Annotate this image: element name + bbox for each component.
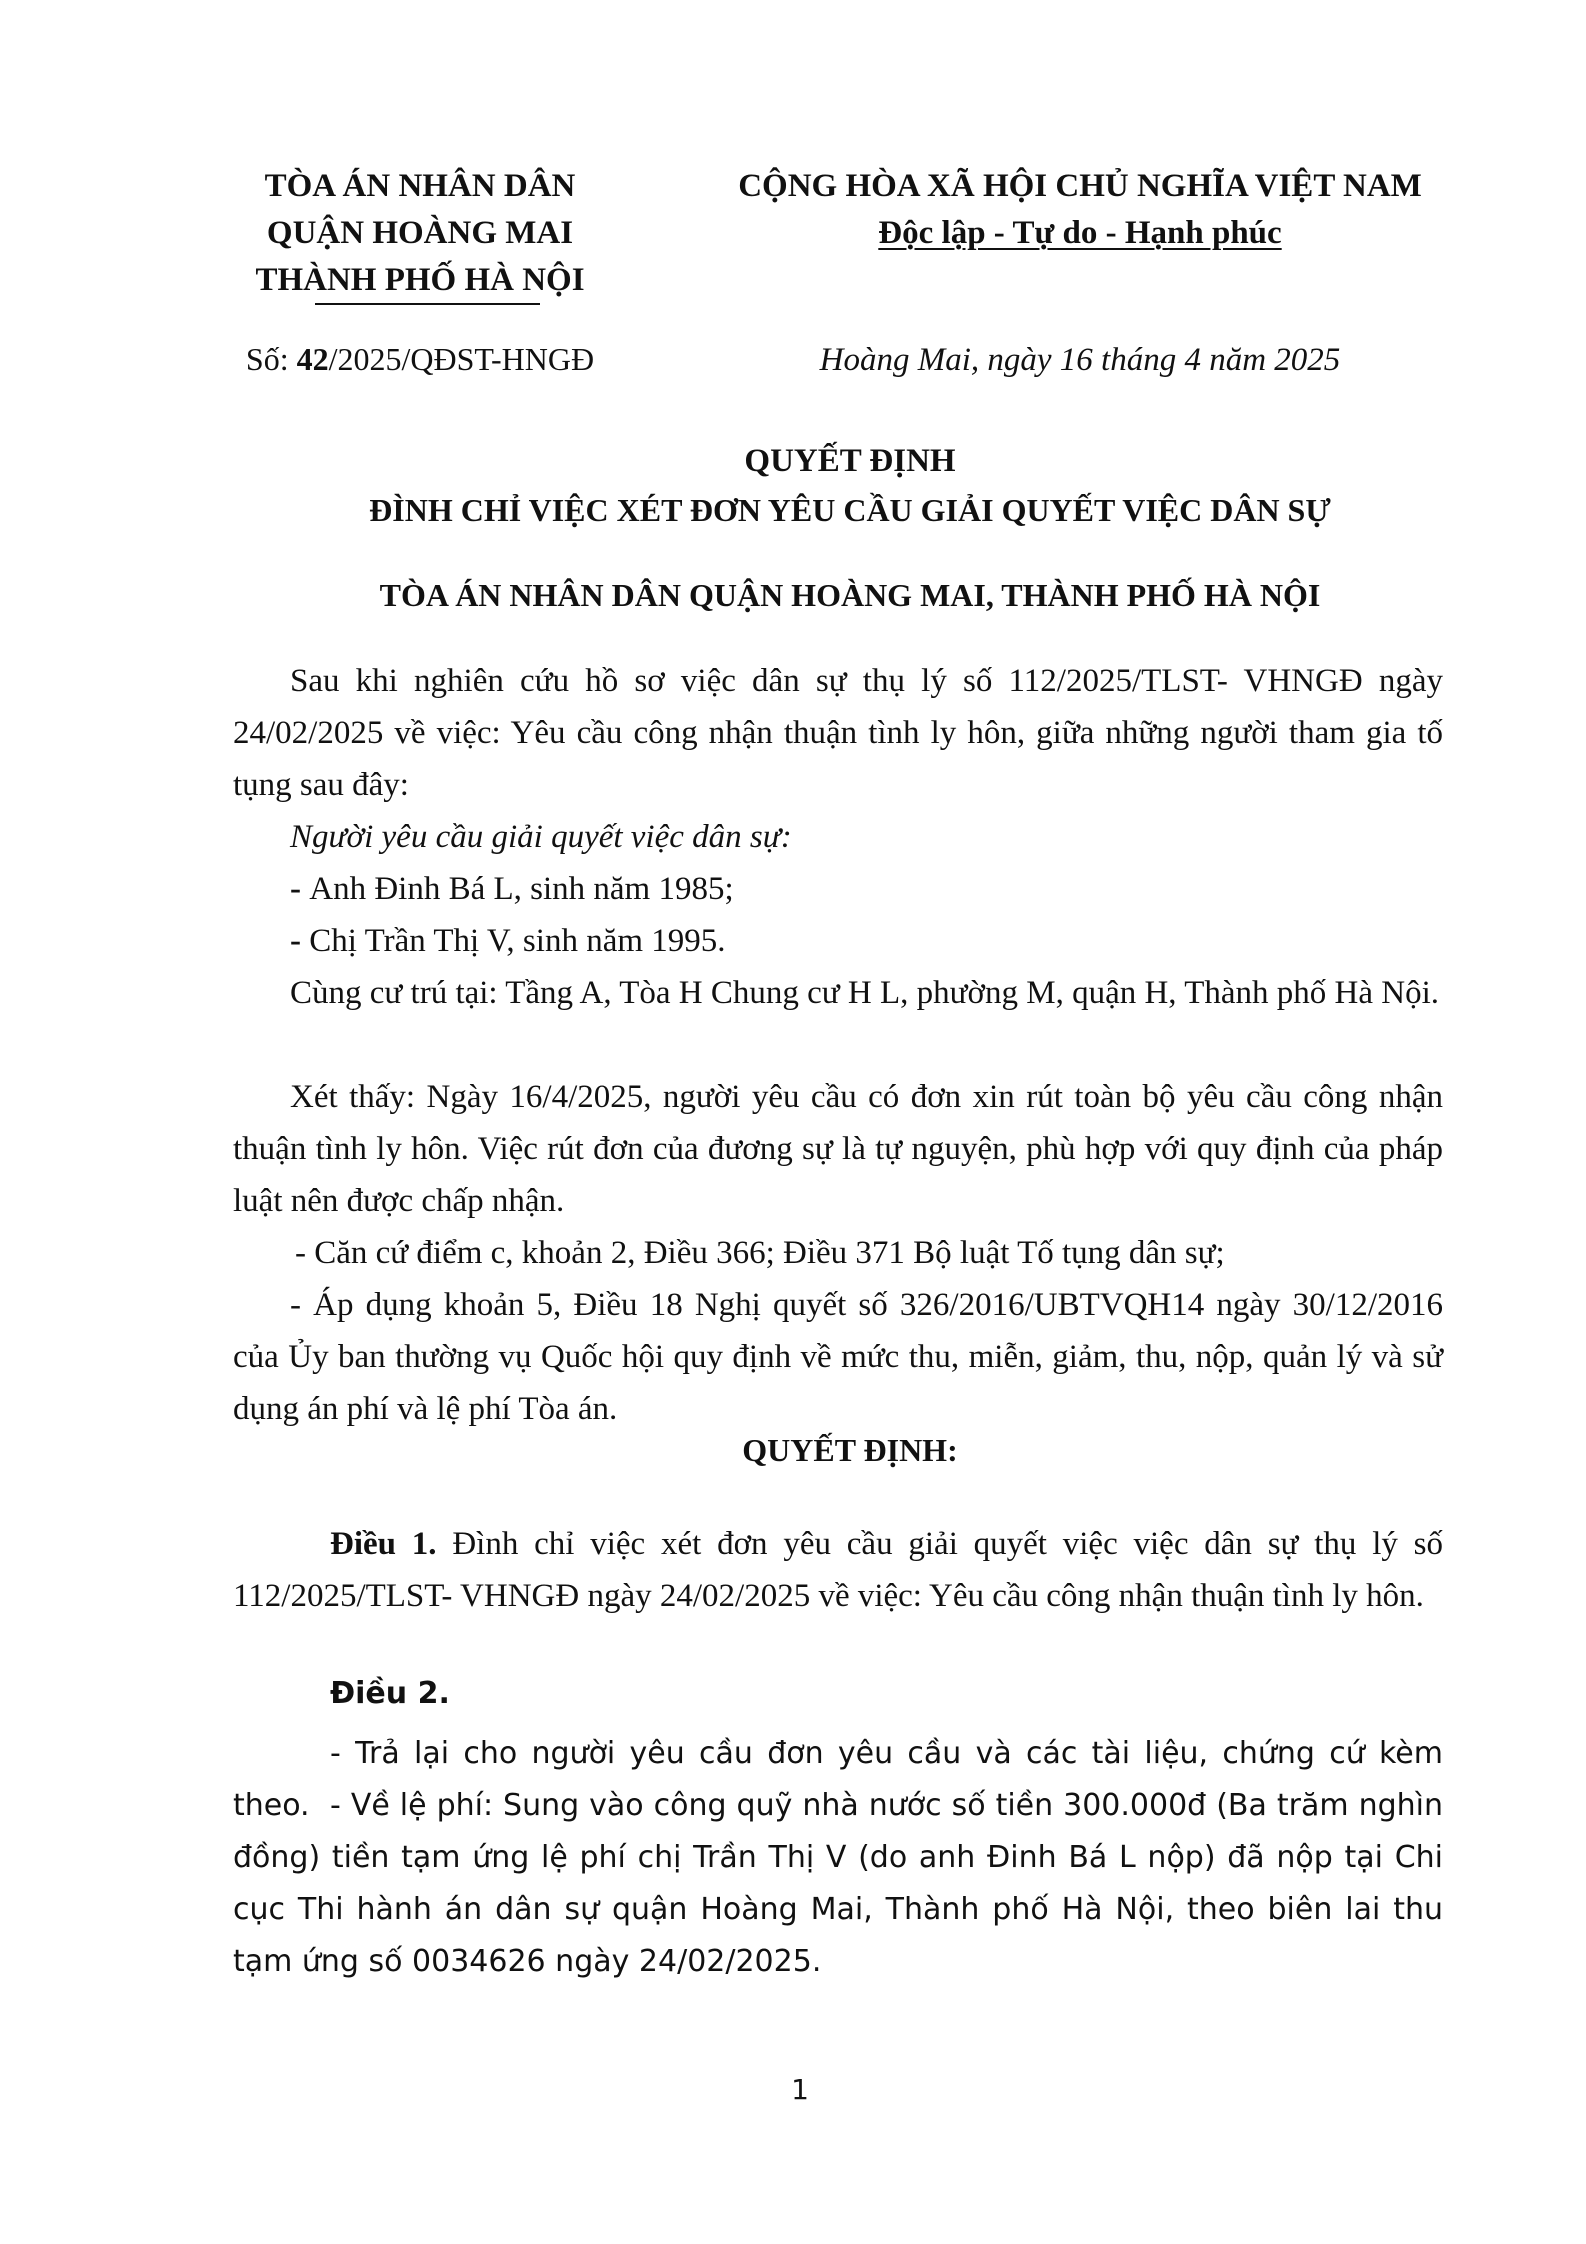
decision-number: Số: 42/2025/QĐST-HNGĐ <box>245 341 595 377</box>
article-2-item-2: - Về lệ phí: Sung vào công quỹ nhà nước số tiền 300.000đ (Ba trăm nghìn đồng) tiền tạm ứng lệ phí chị Trần Thị V (do anh Đinh Bá L nộp) đã nộp tại Chi cục Thi hành án dân sự quận Hoàng Mai, Thành phố Hà Nội, theo biên lai thu tạm ứng số 0034626 ngày 24/02/2025. <box>233 1788 1443 1979</box>
court-name-underline <box>315 303 540 305</box>
preamble-paragraph: Sau khi nghiên cứu hồ sơ việc dân sự thụ lý số 112/2025/TLST- VHNGĐ ngày 24/02/2025 về việc: Yêu cầu công nhận thuận tình ly hôn, giữa những người tham gia tố tụng sau đây: <box>233 663 1443 803</box>
requesters-label: Người yêu cầu giải quyết việc dân sự: <box>290 819 792 855</box>
article-1: Điều 1. Đình chỉ việc xét đơn yêu cầu giải quyết việc việc dân sự thụ lý số 112/2025/TLST- VHNGĐ ngày 24/02/2025 về việc: Yêu cầu công nhận thuận tình ly hôn. <box>233 1526 1444 1614</box>
document-title: QUYẾT ĐỊNH <box>744 443 956 479</box>
document-subtitle: ĐÌNH CHỈ VIỆC XÉT ĐƠN YÊU CẦU GIẢI QUYẾT VIỆC DÂN SỰ <box>369 492 1331 528</box>
legal-basis-2: - Áp dụng khoản 5, Điều 18 Nghị quyết số 326/2016/UBTVQH14 ngày 30/12/2016 của Ủy ban thường vụ Quốc hội quy định về mức thu, miễn, giảm, thu, nộp, quản lý và sử dụng án phí và lệ phí Tòa án. <box>233 1287 1443 1427</box>
legal-basis-1: - Căn cứ điểm c, khoản 2, Điều 366; Điều 371 Bộ luật Tố tụng dân sự; <box>295 1235 1225 1271</box>
republic-title: CỘNG HÒA XÃ HỘI CHỦ NGHĨA VIỆT NAM <box>738 168 1422 204</box>
place-date: Hoàng Mai, ngày 16 tháng 4 năm 2025 <box>819 342 1341 378</box>
court-name-line2: QUẬN HOÀNG MAI <box>266 215 574 251</box>
residence-paragraph: Cùng cư trú tại: Tầng A, Tòa H Chung cư H L, phường M, quận H, Thành phố Hà Nội. <box>290 975 1439 1011</box>
issuing-court: TÒA ÁN NHÂN DÂN QUẬN HOÀNG MAI, THÀNH PHỐ HÀ NỘI <box>379 577 1321 613</box>
article-2-label: Điều 2. <box>330 1676 450 1711</box>
court-name-line1: TÒA ÁN NHÂN DÂN <box>264 168 576 204</box>
page-number: 1 <box>791 2073 809 2106</box>
finding-paragraph: Xét thấy: Ngày 16/4/2025, người yêu cầu có đơn xin rút toàn bộ yêu cầu công nhận thuận tình ly hôn. Việc rút đơn của đương sự là tự nguyện, phù hợp với quy định của pháp luật nên được chấp nhận. <box>233 1079 1443 1219</box>
requester-1: - Anh Đinh Bá L, sinh năm 1985; <box>290 871 734 907</box>
national-motto: Độc lập - Tự do - Hạnh phúc <box>878 215 1282 251</box>
court-name-line3: THÀNH PHỐ HÀ NỘI <box>255 262 585 298</box>
decision-heading: QUYẾT ĐỊNH: <box>742 1432 958 1468</box>
article-2-item-1: - Trả lại cho người yêu cầu đơn yêu cầu và các tài liệu, chứng cứ kèm theo. <box>233 1736 1443 1823</box>
requester-2: - Chị Trần Thị V, sinh năm 1995. <box>290 923 726 959</box>
